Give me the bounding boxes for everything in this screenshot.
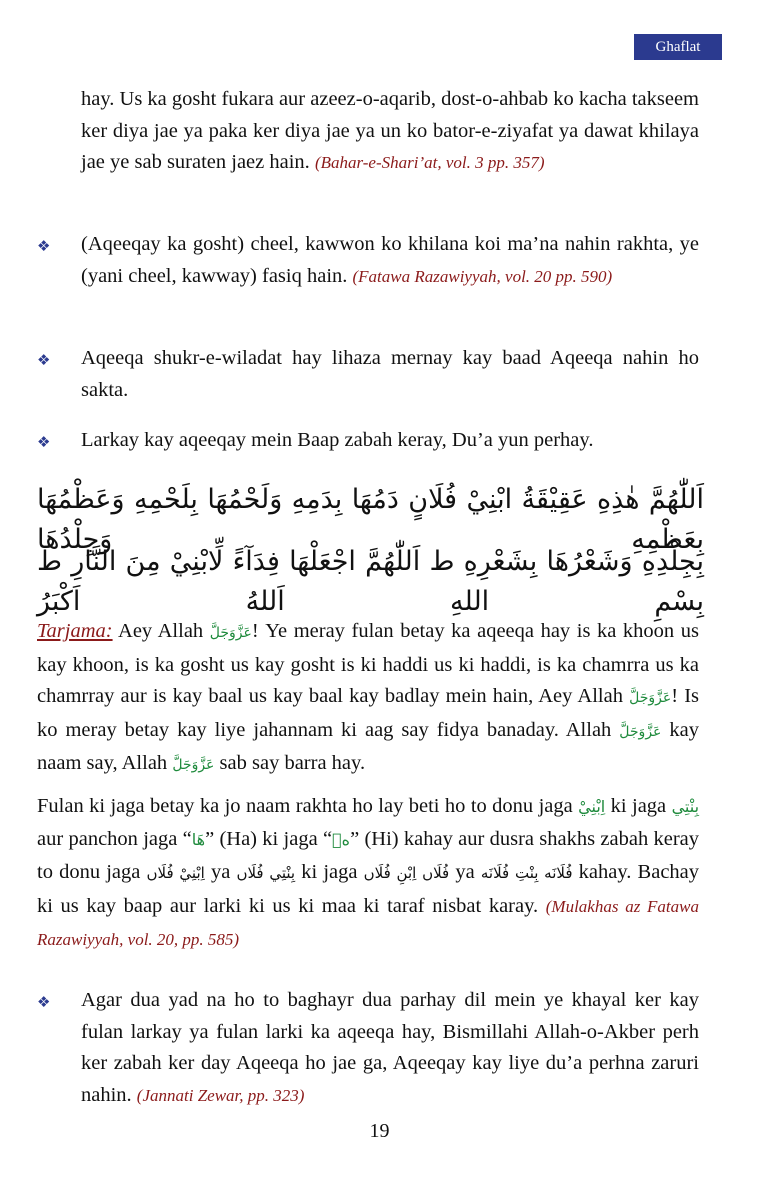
bullet-item-without-dua — [81, 985, 699, 1111]
arabic-dua-line-1: اَللّٰهُمَّ هٰذِهِ عَقِيْقَةُ ابْنِيْ فُلَانٍ دَمُهَا بِدَمِهِ وَلَحْمُهَا بِلَحْمِهِ وَعَظْمُهَا بِعَظْمِهِ وَجِلْدُهَا — [37, 484, 704, 555]
instruction-text: ki jaga — [610, 795, 667, 817]
instruction-text: Fulan ki jaga betay ka jo naam rakhta ho lay beti ho to donu jaga — [37, 795, 573, 817]
bullet-text: Larkay kay aqeeqay mein Baap zabah keray, Du’a yun perhay. — [81, 429, 594, 451]
tarjama-paragraph — [37, 616, 699, 782]
bullet-text: Agar dua yad na ho to baghayr dua parhay dil mein ye khayal ker kay fulan larkay ya fulan larki ka aqeeqa hay, Bismillahi Allah-o-Akber perh ker zabah ker day Aqeeqa ho jae ga, Aqeeqay kay liye du’a perhna zaruri nahin. — [81, 989, 699, 1106]
arabic-letter-hi: هٖ — [332, 830, 351, 849]
instruction-text: kahay. Bachay ki us kay baap aur larki ki us ki maa ki taraf nisbat karay. — [37, 861, 700, 917]
arabic-phrase: بِنْتِي فُلَاں — [236, 864, 296, 882]
tarjama-label: Tarjama: — [37, 620, 113, 642]
tarjama-text: Aey Allah — [118, 620, 204, 642]
page-header-title: Ghaflat — [634, 34, 722, 60]
instruction-text: ki jaga — [301, 861, 358, 883]
paragraph-text: hay. Us ka gosht fukara aur azeez-o-aqarib, dost-o-ahbab ko kacha takseem ker diya jae ya paka ker diya jae ya un ko bator-e-ziyafat ya dawat khilaya jae ye sab suraten jaez hain. — [81, 88, 699, 173]
arabic-word-binti: بِنْتِي — [671, 797, 700, 816]
bullet-icon: ❖ — [37, 351, 51, 369]
bullet-text: Aqeeqa shukr-e-wiladat hay lihaza mernay kay baad Aqeeqa nahin ho sakta. — [81, 347, 699, 401]
bullet-item-meat-to-birds — [81, 229, 699, 292]
instruction-text: ya — [455, 861, 475, 883]
instruction-text: ya — [210, 861, 231, 883]
tarjama-text: sab say barra hay. — [219, 752, 366, 774]
arabic-phrase: فُلَانَه بِنْتِ فُلَانَه — [480, 864, 573, 882]
name-substitution-paragraph — [37, 790, 699, 956]
honorific-text: عَزَّوَجَلَّ — [629, 690, 672, 706]
reference-citation: (Jannati Zewar, pp. 323) — [136, 1085, 305, 1105]
page-number: 19 — [369, 1120, 390, 1142]
reference-citation: (Bahar-e-Shari’at, vol. 3 pp. 357) — [314, 153, 545, 172]
paragraph-continuation — [81, 84, 699, 179]
instruction-text: ” (Ha) ki jaga “ — [205, 828, 333, 850]
arabic-word-ibni: اِبْنِيْ — [578, 797, 606, 816]
tarjama-text: kay naam say, Allah — [37, 718, 699, 774]
arabic-phrase: اِبْنِيْ فُلَاں — [146, 864, 205, 882]
bullet-icon: ❖ — [37, 433, 51, 451]
arabic-letter-ha: هَا — [191, 830, 206, 849]
arabic-dua-line-2: بِجِلْدِهِ وَشَعْرُهَا بِشَعْرِهِ ط اَللّٰهُمَّ اجْعَلْهَا فِدَآءً لِّابْنِيْ مِنَ النَّارِ ط بِسْمِ اللهِ اَللهُ اَكْبَرُ — [37, 546, 704, 617]
bullet-text: (Aqeeqay ka gosht) cheel, kawwon ko khilana koi ma’na nahin rakhta, ye (yani cheel, kawway) fasiq hain. — [81, 233, 699, 287]
bullet-icon: ❖ — [37, 237, 51, 255]
bullet-item-after-death — [81, 343, 699, 406]
honorific-text: عَزَّوَجَلَّ — [209, 625, 252, 641]
instruction-text: ” (Hi) kahay aur dusra shakhs zabah keray to donu jaga — [37, 828, 700, 883]
instruction-text: aur panchon jaga “ — [37, 828, 192, 850]
tarjama-text: ! Ye meray fulan betay ka aqeeqa hay is ka khoon us kay khoon, is ka gosht us kay gosht is ki haddi us ki haddi, is ka chamrra us ka chamrray aur is kay baal us kay baal kay badlay mein hain, Aey Allah — [37, 620, 699, 707]
bullet-icon: ❖ — [37, 993, 51, 1011]
honorific-text: عَزَّوَجَلَّ — [619, 723, 662, 740]
reference-citation: (Mulakhas az Fatawa Razawiyyah, vol. 20, pp. 585) — [37, 897, 699, 949]
arabic-phrase: فُلَاں اِبْنِ فُلَاں — [363, 864, 450, 882]
honorific-text: عَزَّوَجَلَّ — [172, 757, 215, 773]
bullet-item-father-slaughters — [81, 425, 699, 457]
tarjama-text: ! Is ko meray betay kay liye jahannam ki aag say fidya banaday. Allah — [37, 685, 699, 741]
reference-citation: (Fatawa Razawiyyah, vol. 20 pp. 590) — [352, 266, 613, 286]
